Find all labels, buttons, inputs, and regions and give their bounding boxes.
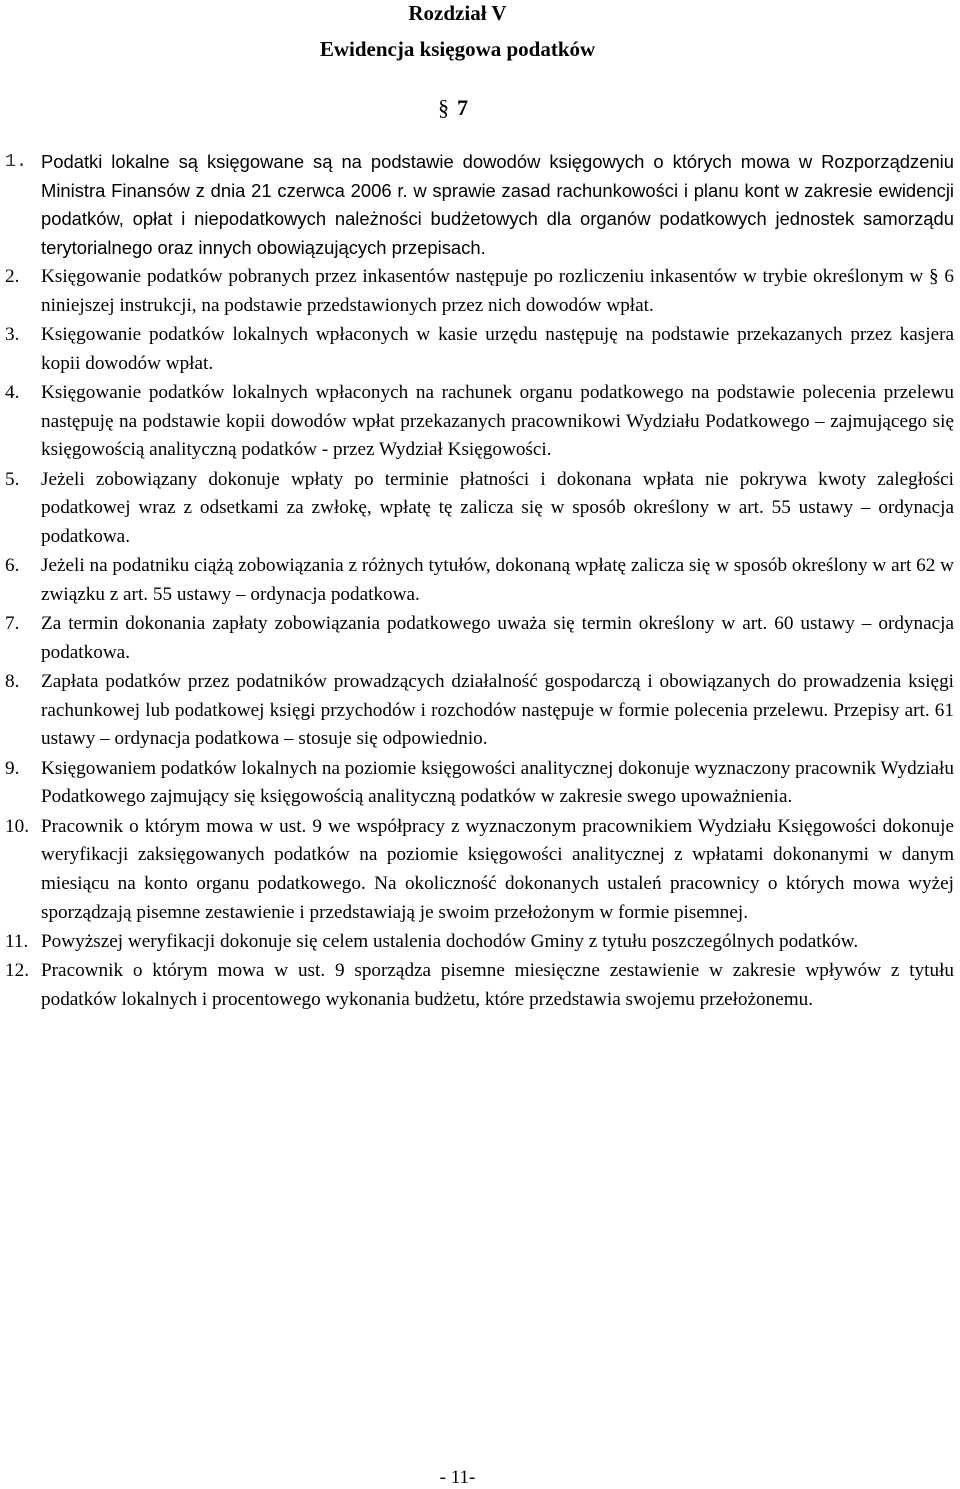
section-sign: §: [438, 95, 449, 120]
item-number: 11.: [5, 931, 29, 952]
list-item: [0, 755, 954, 812]
item-number: 9.: [5, 757, 20, 779]
item-number: 3.: [5, 324, 20, 346]
list-item: [0, 321, 954, 378]
item-number: 2.: [5, 266, 20, 288]
item-text: Powyższej weryfikacji dokonuje się celem ustalenia dochodów Gminy z tytułu poszczególnych podatków.: [41, 931, 859, 952]
item-number: 8.: [5, 671, 20, 693]
item-number: 5.: [5, 468, 20, 490]
item-text: Jeżeli zobowiązany dokonuje wpłaty po terminie płatności i dokonana wpłata nie pokrywa kwoty zaległości podatkowej wraz z odsetkami za zwłokę, wpłatę tę zalicza się w sposób określony w art. 55 ustawy – ordynacja podatkowa.: [41, 468, 954, 547]
list-item: [0, 813, 954, 927]
item-text: Pracownik o którym mowa w ust. 9 sporządza pisemne miesięczne zestawienie w zakresie wpływów z tytułu podatków lokalnych i procentowego wykonania budżetu, które przedstawia swojemu przełożonemu.: [41, 960, 954, 1010]
chapter-title: Rozdział V: [408, 1, 507, 25]
list-item: [0, 552, 954, 609]
item-number: 4.: [5, 382, 20, 404]
item-number: 1.: [5, 151, 28, 172]
item-text: Księgowanie podatków lokalnych wpłaconych w kasie urzędu następuję na podstawie przekazanych przez kasjera kopii dowodów wpłat.: [41, 324, 954, 374]
list-item: [0, 379, 954, 465]
item-text: Księgowaniem podatków lokalnych na poziomie księgowości analitycznej dokonuje wyznaczony pracownik Wydziału Podatkowego zajmujący się księgowością analityczną podatków w zakresie swego upoważnienia.: [41, 757, 954, 808]
item-text: Pracownik o którym mowa w ust. 9 we współpracy z wyznaczonym pracownikiem Wydziału Księgowości dokonuje weryfikacji zaksięgowanych podatków na poziomie księgowości analitycznej z wpłatami dokonanymi w danym miesiącu na konto organu podatkowego. Na okoliczność dokonanych ustaleń pracownicy o których mowa wyżej sporządzają pisemne zestawienie i przedstawiają je swoim przełożonym w formie pisemnej.: [41, 815, 954, 923]
item-text: Jeżeli na podatniku ciążą zobowiązania z różnych tytułów, dokonaną wpłatę zalicza się w sposób określony w art 62 w związku z art. 55 ustawy – ordynacja podatkowa.: [41, 555, 954, 605]
item-number: 12.: [5, 960, 29, 982]
item-number: 7.: [5, 613, 20, 635]
item-text: Zapłata podatków przez podatników prowadzących działalność gospodarczą i obowiązanych do prowadzenia księgi rachunkowej lub podatkowej księgi przychodów i rozchodów następuje w formie polecenia przelewu. Przepisy art. 61 ustawy – ordynacja podatkowa – stosuje się odpowiednio.: [41, 671, 954, 750]
item-number: 10.: [5, 815, 29, 837]
list-item: [0, 957, 954, 1014]
item-text: Podatki lokalne są księgowane są na podstawie dowodów księgowych o których mowa w Rozporządzeniu Ministra Finansów z dnia 21 czerwca 2006 r. w sprawie zasad rachunkowości i planu kont w zakresie ewidencji podatków, opłat i niepodatkowych należności budżetowych dla organów podatkowych jednostek samorządu terytorialnego oraz innych obowiązujących przepisach.: [41, 151, 954, 258]
item-text: Księgowanie podatków lokalnych wpłaconych na rachunek organu podatkowego na podstawie polecenia przelewu następuję na podstawie kopii dowodów wpłat przekazanych pracownikowi Wydziału Podatkowego – zajmującego się księgowością analityczną podatków - przez Wydział Księgowości.: [41, 382, 954, 461]
section-number: 7: [457, 95, 468, 120]
item-text: Za termin dokonania zapłaty zobowiązania podatkowego uważa się termin określony w art. 60 ustawy – ordynacja podatkowa.: [41, 613, 954, 663]
provisions-list: [0, 148, 954, 1015]
section-heading: [438, 95, 468, 121]
list-item: [0, 668, 954, 754]
list-item: [0, 610, 954, 667]
list-item: [0, 148, 954, 262]
list-item: [0, 928, 954, 957]
item-text: Księgowanie podatków pobranych przez inkasentów następuje po rozliczeniu inkasentów w trybie określonym w § 6 niniejszej instrukcji, na podstawie przedstawionych przez nich dowodów wpłat.: [41, 266, 954, 316]
list-item: [0, 466, 954, 552]
list-item: [0, 263, 954, 320]
item-number: 6.: [5, 555, 20, 577]
chapter-subtitle: Ewidencja księgowa podatków: [319, 37, 596, 61]
page-number: - 11-: [439, 1467, 476, 1488]
